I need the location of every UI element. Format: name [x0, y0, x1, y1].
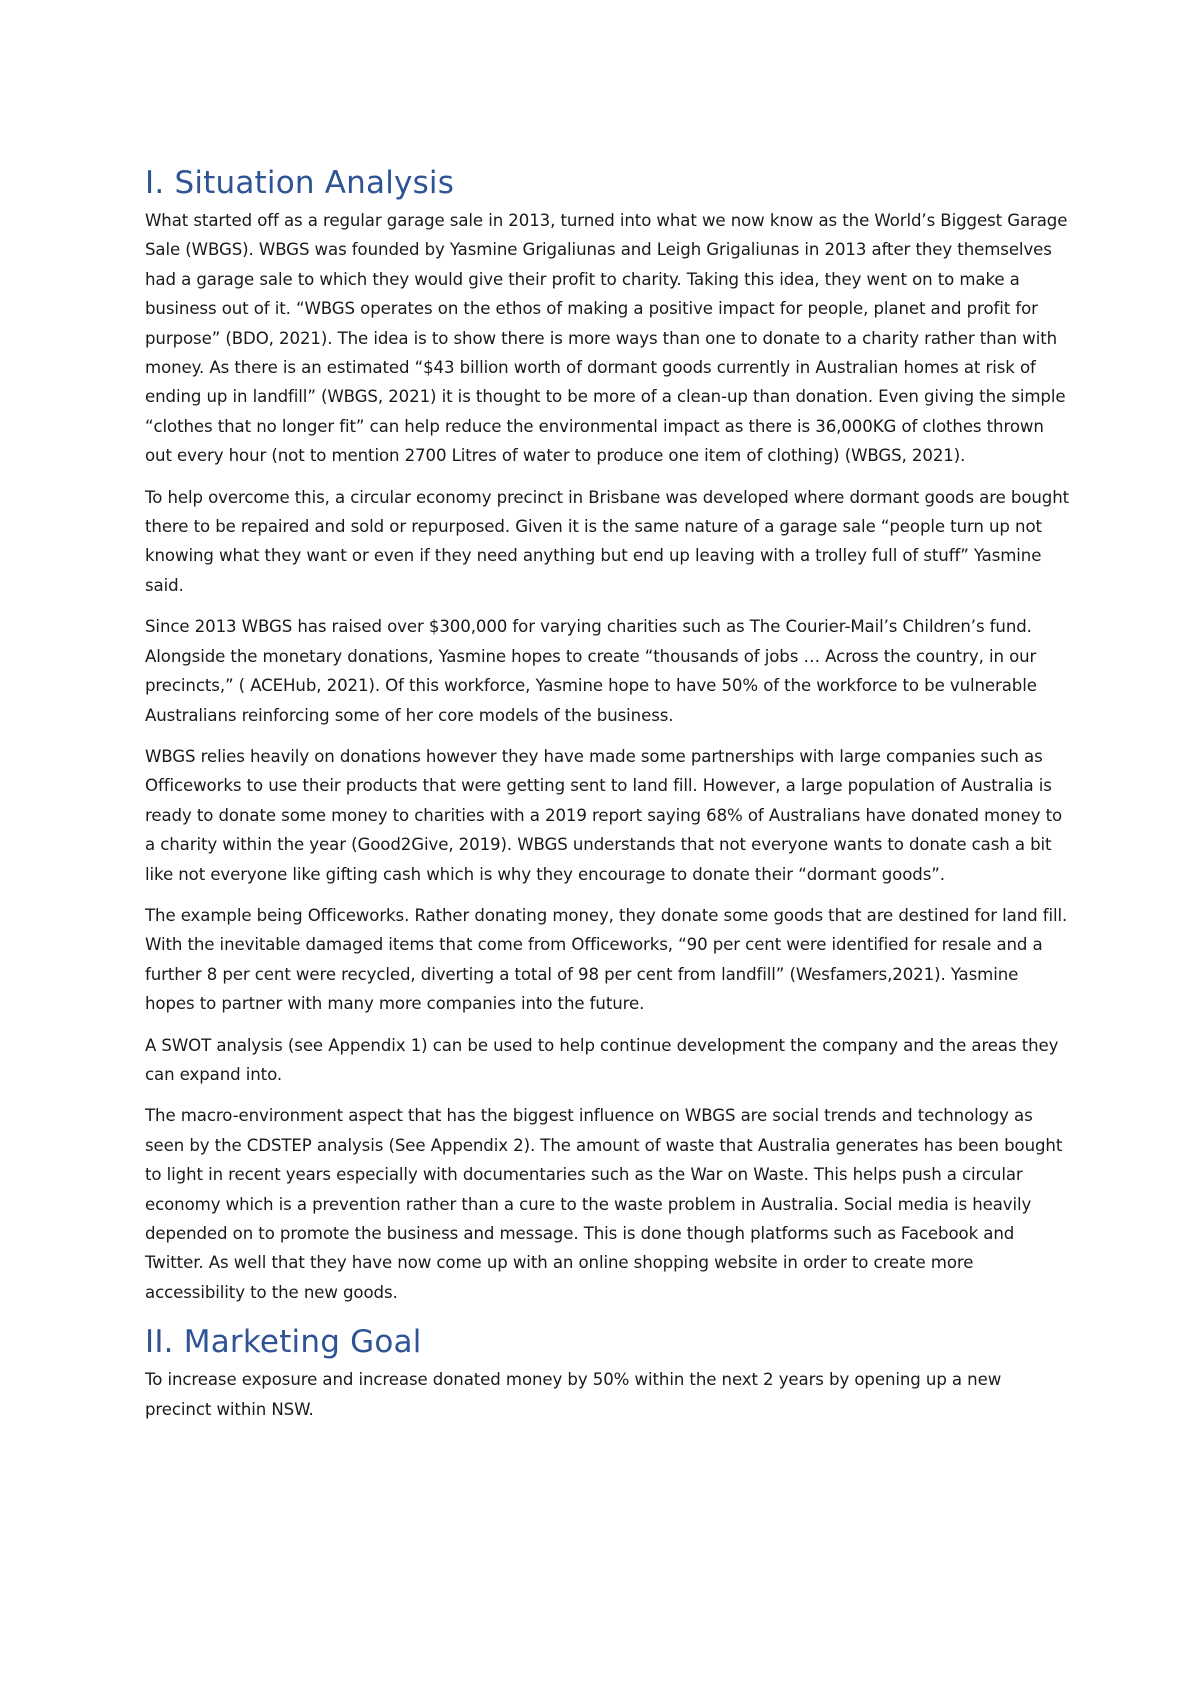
paragraph: To increase exposure and increase donated money by 50% within the next 2 years by opening up a new precinct within NSW. — [145, 1370, 1002, 1419]
section-heading-marketing-goal: II. Marketing Goal — [145, 1324, 422, 1361]
paragraph: To help overcome this, a circular economy precinct in Brisbane was developed where dormant goods are bought there to be repaired and sold or repurposed. Given it is the same nature of a garage sale “people turn up not knowing what they want or even if they need anything but end up leaving with a trolley full of stuff” Yasmine said. — [145, 487, 1070, 595]
paragraph: A SWOT analysis (see Appendix 1) can be used to help continue development the company and the areas they can expand into. — [145, 1035, 1059, 1084]
paragraph: What started off as a regular garage sale in 2013, turned into what we now know as the World’s Biggest Garage Sale (WBGS). WBGS was founded by Yasmine Grigaliunas and Leigh Grigaliunas in 2013 after they themselves had a garage sale to which they would give their profit to charity. Taking this idea, they went on to make a business out of it. “WBGS operates on the ethos of making a positive impact for people, planet and profit for purpose” (BDO, 2021). The idea is to show there is more ways than one to donate to a charity rather than with money. As there is an estimated “$43 billion worth of dormant goods currently in Australian homes at risk of ending up in landfill” (WBGS, 2021) it is thought to be more of a clean-up than donation. Even giving the simple “clothes that no longer fit” can help reduce the environmental impact as there is 36,000KG of clothes thrown out every hour (not to mention 2700 Litres of water to produce one item of clothing) (WBGS, 2021). — [145, 211, 1068, 466]
paragraph: WBGS relies heavily on donations however they have made some partnerships with large companies such as Officeworks to use their products that were getting sent to land fill. However, a large population of Australia is ready to donate some money to charities with a 2019 report saying 68% of Australians have donated money to a charity within the year (Good2Give, 2019). WBGS understands that not everyone wants to donate cash a bit like not everyone like gifting cash which is why they encourage to donate their “dormant goods”. — [145, 746, 1063, 884]
document-content — [145, 162, 1070, 1436]
paragraph: The macro-environment aspect that has the biggest influence on WBGS are social trends and technology as seen by the CDSTEP analysis (See Appendix 2). The amount of waste that Australia generates has been bought to light in recent years especially with documentaries such as the War on Waste. This helps push a circular economy which is a prevention rather than a cure to the waste problem in Australia. Social media is heavily depended on to promote the business and message. This is done though platforms such as Facebook and Twitter. As well that they have now come up with an online shopping website in order to create more accessibility to the new goods. — [145, 1106, 1063, 1302]
paragraph: Since 2013 WBGS has raised over $300,000 for varying charities such as The Courier-Mail’s Children’s fund. Alongside the monetary donations, Yasmine hopes to create “thousands of jobs … Across the country, in our precincts,” ( ACEHub, 2021). Of this workforce, Yasmine hope to have 50% of the workforce to be vulnerable Australians reinforcing some of her core models of the business. — [145, 617, 1037, 725]
paragraph: The example being Officeworks. Rather donating money, they donate some goods that are destined for land fill. With the inevitable damaged items that come from Officeworks, “90 per cent were identified for resale and a further 8 per cent were recycled, diverting a total of 98 per cent from landfill” (Wesfamers,2021). Yasmine hopes to partner with many more companies into the future. — [145, 905, 1068, 1014]
section-heading-situation-analysis: I. Situation Analysis — [145, 165, 455, 201]
